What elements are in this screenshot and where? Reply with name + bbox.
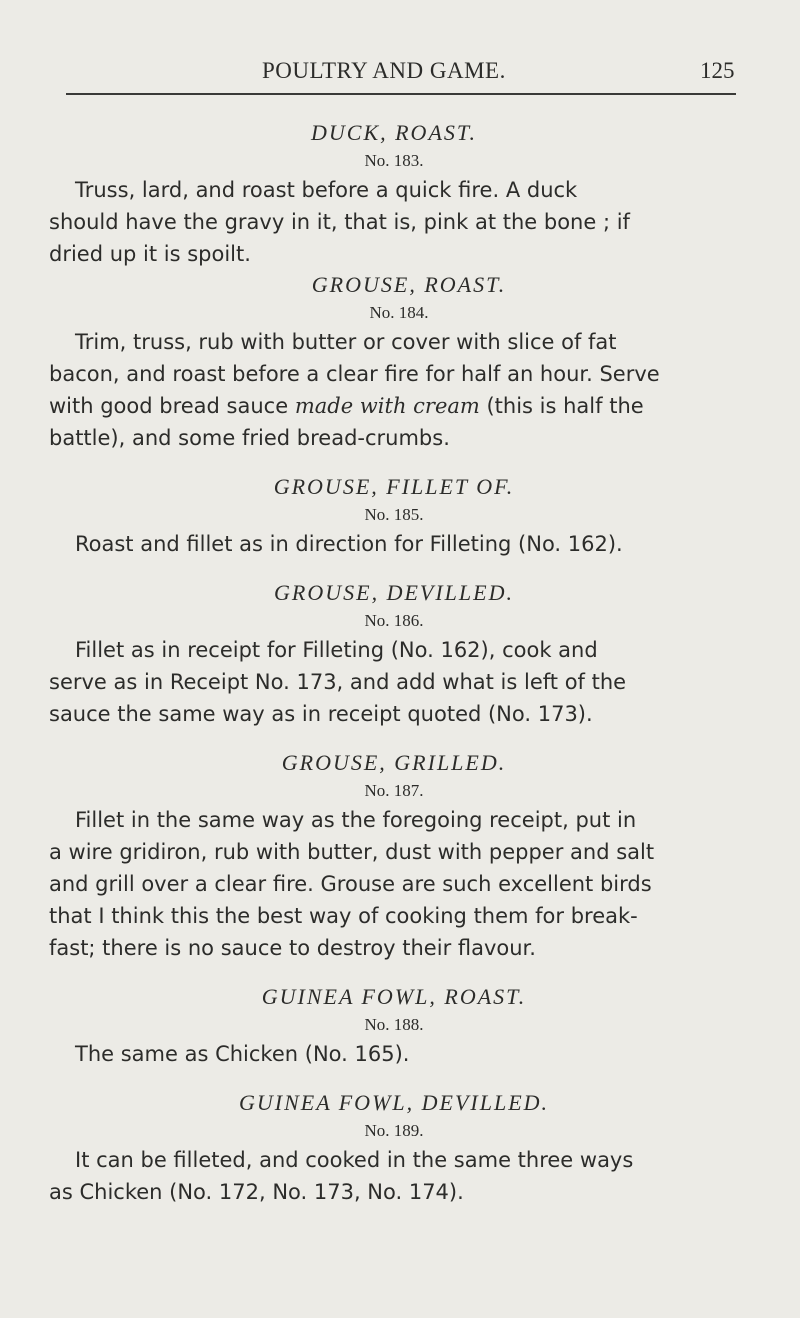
recipe-number: No. 183. bbox=[364, 151, 424, 170]
recipe-line: bacon, and roast before a clear fire for half an hour. Serve bbox=[49, 362, 660, 386]
recipe-line: with good bread sauce made with cream (this is half the bbox=[49, 394, 644, 418]
recipe-list bbox=[49, 118, 739, 1208]
spacer bbox=[49, 454, 739, 472]
recipe-number: No. 189. bbox=[364, 1121, 424, 1140]
recipe-title: GROUSE, GRILLED. bbox=[281, 750, 507, 775]
recipe-body bbox=[49, 804, 739, 964]
spacer bbox=[49, 730, 739, 748]
recipe-number: No. 188. bbox=[364, 1015, 424, 1034]
recipe-duck-roast bbox=[49, 118, 739, 270]
recipe-number: No. 185. bbox=[364, 505, 424, 524]
recipe-title: DUCK, ROAST. bbox=[311, 120, 477, 145]
recipe-title: GUINEA FOWL, DEVILLED. bbox=[238, 1090, 550, 1115]
recipe-title: GUINEA FOWL, ROAST. bbox=[261, 984, 527, 1009]
recipe-title: GROUSE, ROAST. bbox=[311, 272, 507, 297]
header-rule bbox=[66, 93, 736, 95]
recipe-line: Fillet in the same way as the foregoing receipt, put in bbox=[75, 808, 637, 832]
recipe-line: dried up it is spoilt. bbox=[49, 242, 251, 266]
recipe-line: should have the gravy in it, that is, pink at the bone ; if bbox=[49, 210, 630, 234]
recipe-grouse-fillet bbox=[49, 472, 739, 560]
recipe-line: Roast and fillet as in direction for Filleting (No. 162). bbox=[75, 532, 623, 556]
recipe-body bbox=[49, 1038, 739, 1070]
recipe-line: that I think this the best way of cooking them for break- bbox=[49, 904, 638, 928]
recipe-grouse-devilled bbox=[49, 578, 739, 730]
recipe-line: The same as Chicken (No. 165). bbox=[75, 1042, 410, 1066]
recipe-body bbox=[49, 174, 739, 270]
recipe-line: battle), and some fried bread-crumbs. bbox=[49, 426, 450, 450]
recipe-body bbox=[49, 528, 739, 560]
recipe-number: No. 184. bbox=[369, 303, 429, 322]
recipe-body bbox=[49, 634, 739, 730]
emphasis-text: made with cream bbox=[294, 394, 480, 418]
recipe-line: It can be filleted, and cooked in the same three ways bbox=[75, 1148, 634, 1172]
recipe-line: as Chicken (No. 172, No. 173, No. 174). bbox=[49, 1180, 464, 1204]
recipe-title: GROUSE, FILLET OF. bbox=[273, 474, 515, 499]
recipe-guinea-fowl-roast bbox=[49, 982, 739, 1070]
recipe-line: sauce the same way as in receipt quoted (No. 173). bbox=[49, 702, 593, 726]
recipe-line: and grill over a clear fire. Grouse are such excellent birds bbox=[49, 872, 652, 896]
recipe-line: a wire gridiron, rub with butter, dust with pepper and salt bbox=[49, 840, 655, 864]
recipe-line: fast; there is no sauce to destroy their flavour. bbox=[49, 936, 536, 960]
recipe-grouse-grilled bbox=[49, 748, 739, 964]
recipe-line: serve as in Receipt No. 173, and add what is left of the bbox=[49, 670, 627, 694]
recipe-line: Trim, truss, rub with butter or cover with slice of fat bbox=[75, 330, 617, 354]
spacer bbox=[49, 1070, 739, 1088]
spacer bbox=[49, 964, 739, 982]
recipe-line: Fillet as in receipt for Filleting (No. 162), cook and bbox=[75, 638, 598, 662]
recipe-body bbox=[49, 326, 739, 454]
recipe-guinea-fowl-devilled bbox=[49, 1088, 739, 1208]
page-number: 125 bbox=[700, 58, 735, 83]
running-title: POULTRY AND GAME. bbox=[262, 58, 506, 83]
recipe-number: No. 186. bbox=[364, 611, 424, 630]
recipe-line: Truss, lard, and roast before a quick fire. A duck bbox=[75, 178, 578, 202]
spacer bbox=[49, 560, 739, 578]
recipe-number: No. 187. bbox=[364, 781, 424, 800]
running-head bbox=[0, 58, 800, 92]
recipe-title: GROUSE, DEVILLED. bbox=[274, 580, 514, 605]
recipe-body bbox=[49, 1144, 739, 1208]
recipe-grouse-roast bbox=[49, 270, 739, 454]
